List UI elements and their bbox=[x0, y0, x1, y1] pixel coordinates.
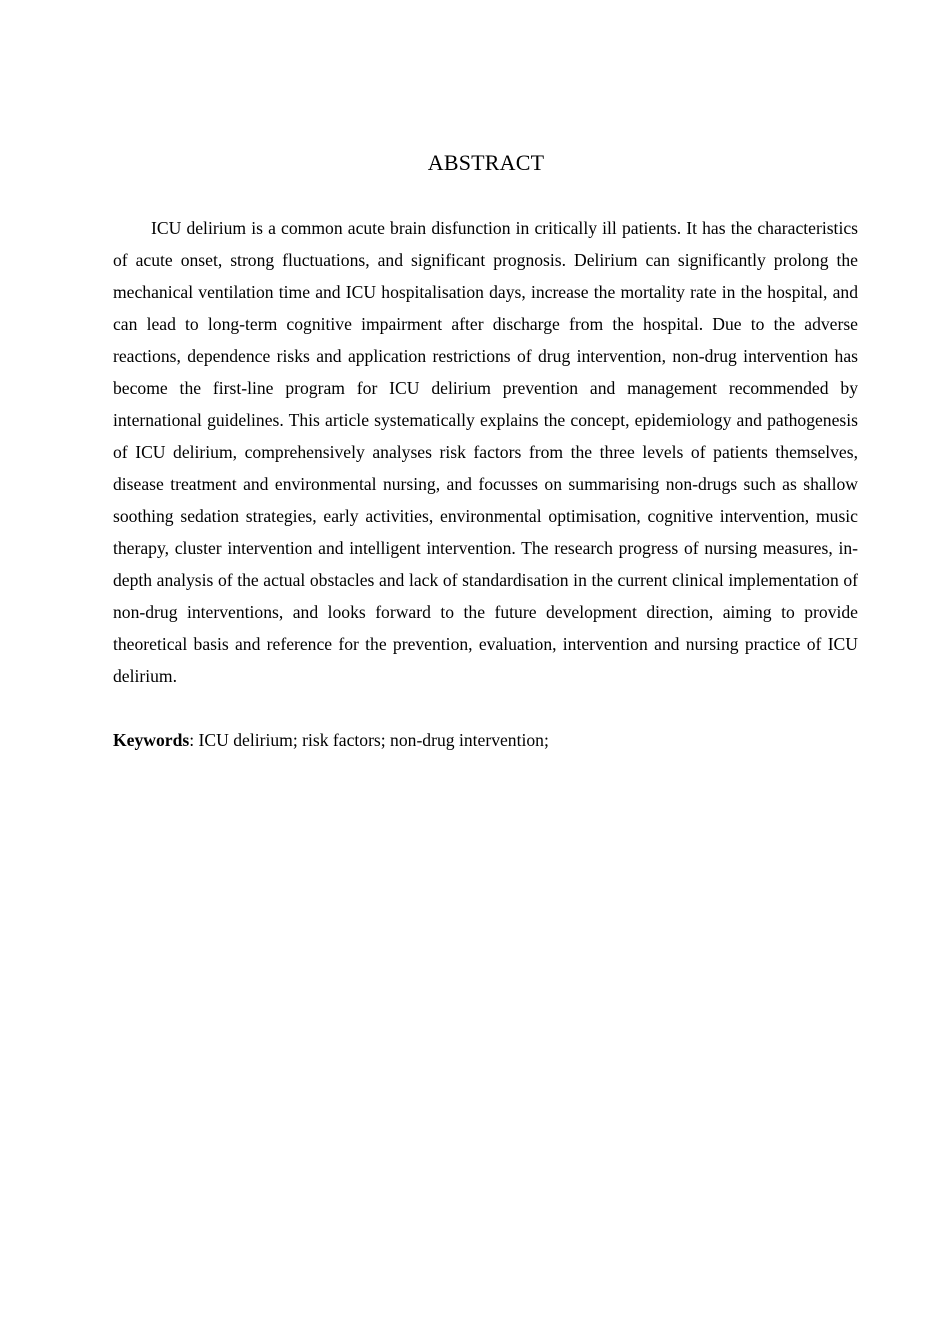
abstract-paragraph: ICU delirium is a common acute brain disfunction in critically ill patients. It has the characteristics of acute onset, strong fluctuations, and significant prognosis. Delirium can significantly prolong the mechanical ventilation time and ICU hospitalisation days, increase the mortality rate in the hospital, and can lead to long-term cognitive impairment after discharge from the hospital. Due to the adverse reactions, dependence risks and application restrictions of drug intervention, non-drug intervention has become the first-line program for ICU delirium prevention and management recommended by international guidelines. This article systematically explains the concept, epidemiology and pathogenesis of ICU delirium, comprehensively analyses risk factors from the three levels of patients themselves, disease treatment and environmental nursing, and focusses on summarising non-drugs such as shallow soothing sedation strategies, early activities, environmental optimisation, cognitive intervention, music therapy, cluster intervention and intelligent intervention. The research progress of nursing measures, in-depth analysis of the actual obstacles and lack of standardisation in the current clinical implementation of non-drug interventions, and looks forward to the future development direction, aiming to provide theoretical basis and reference for the prevention, evaluation, intervention and nursing practice of ICU delirium. bbox=[113, 218, 858, 686]
keywords-label: Keywords bbox=[113, 730, 190, 750]
keywords-line bbox=[113, 724, 858, 756]
page-title: ABSTRACT bbox=[427, 150, 545, 175]
keywords-list: : ICU delirium; risk factors; non-drug intervention; bbox=[189, 730, 549, 750]
